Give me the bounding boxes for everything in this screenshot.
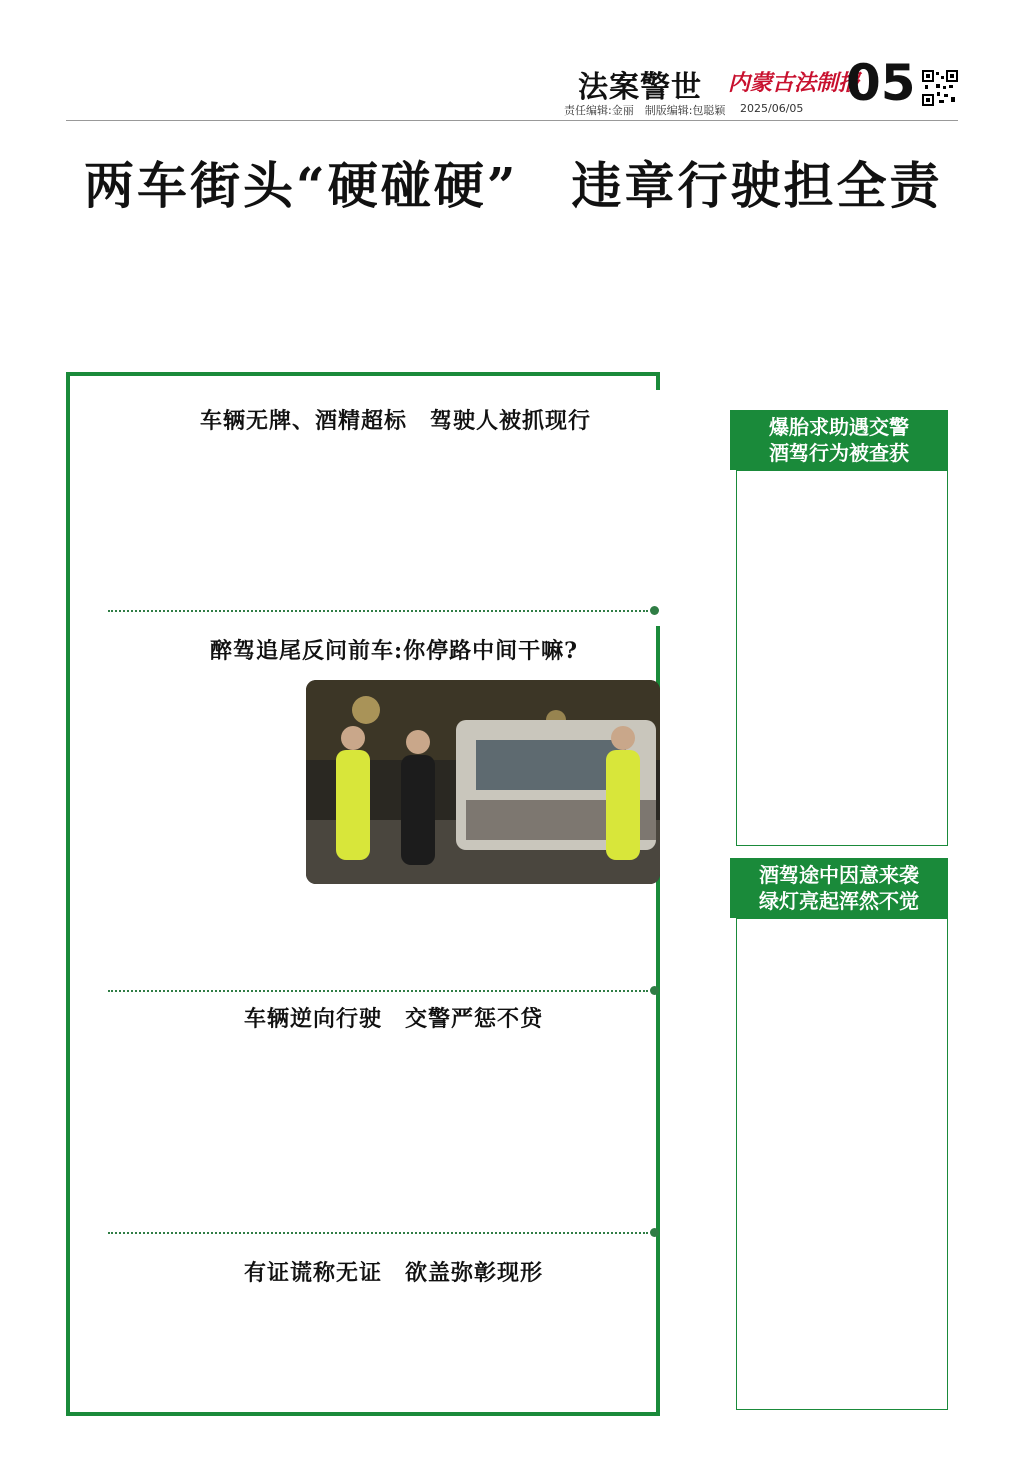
- accident-photo: [306, 680, 660, 884]
- section-divider: [108, 610, 648, 612]
- qr-code-icon: [922, 70, 958, 106]
- article-title-unlicensed-drunk: 车辆无牌、酒精超标 驾驶人被抓现行: [200, 408, 592, 434]
- newspaper-logo: 内蒙古法制报: [728, 70, 861, 96]
- publication-date: 2025/06/05: [740, 102, 804, 115]
- header-rule: [66, 120, 958, 121]
- divider-dot: [650, 986, 659, 995]
- section-divider: [108, 990, 648, 992]
- divider-dot: [650, 1228, 659, 1237]
- sidebar-heading-line: 绿灯亮起浑然不觉: [759, 889, 919, 913]
- section-title: 法案警世: [578, 70, 702, 105]
- section-divider: [108, 1232, 648, 1234]
- sidebar-heading-line: 爆胎求助遇交警: [769, 415, 909, 439]
- page-number: 05: [846, 54, 916, 112]
- article-title-license-lie: 有证谎称无证 欲盖弥彰现形: [244, 1260, 544, 1286]
- sidebar-heading-tire-burst: [730, 410, 948, 470]
- sidebar-article-box: [736, 918, 948, 1410]
- sidebar-heading-green-light: [730, 858, 948, 918]
- sidebar-heading-line: 酒驾行为被查获: [769, 441, 909, 465]
- article-title-rear-end: 醉驾追尾反问前车:你停路中间干嘛?: [210, 638, 579, 664]
- sidebar-article-box: [736, 470, 948, 846]
- sidebar-heading-line: 酒驾途中因意来袭: [759, 863, 919, 887]
- divider-dot: [650, 606, 659, 615]
- main-headline: 两车街头“硬碰硬” 违章行驶担全责: [84, 156, 943, 215]
- editor-credits: 责任编辑:金丽 制版编辑:包聪颖: [564, 104, 726, 117]
- article-title-wrong-way: 车辆逆向行驶 交警严惩不贷: [244, 1006, 544, 1032]
